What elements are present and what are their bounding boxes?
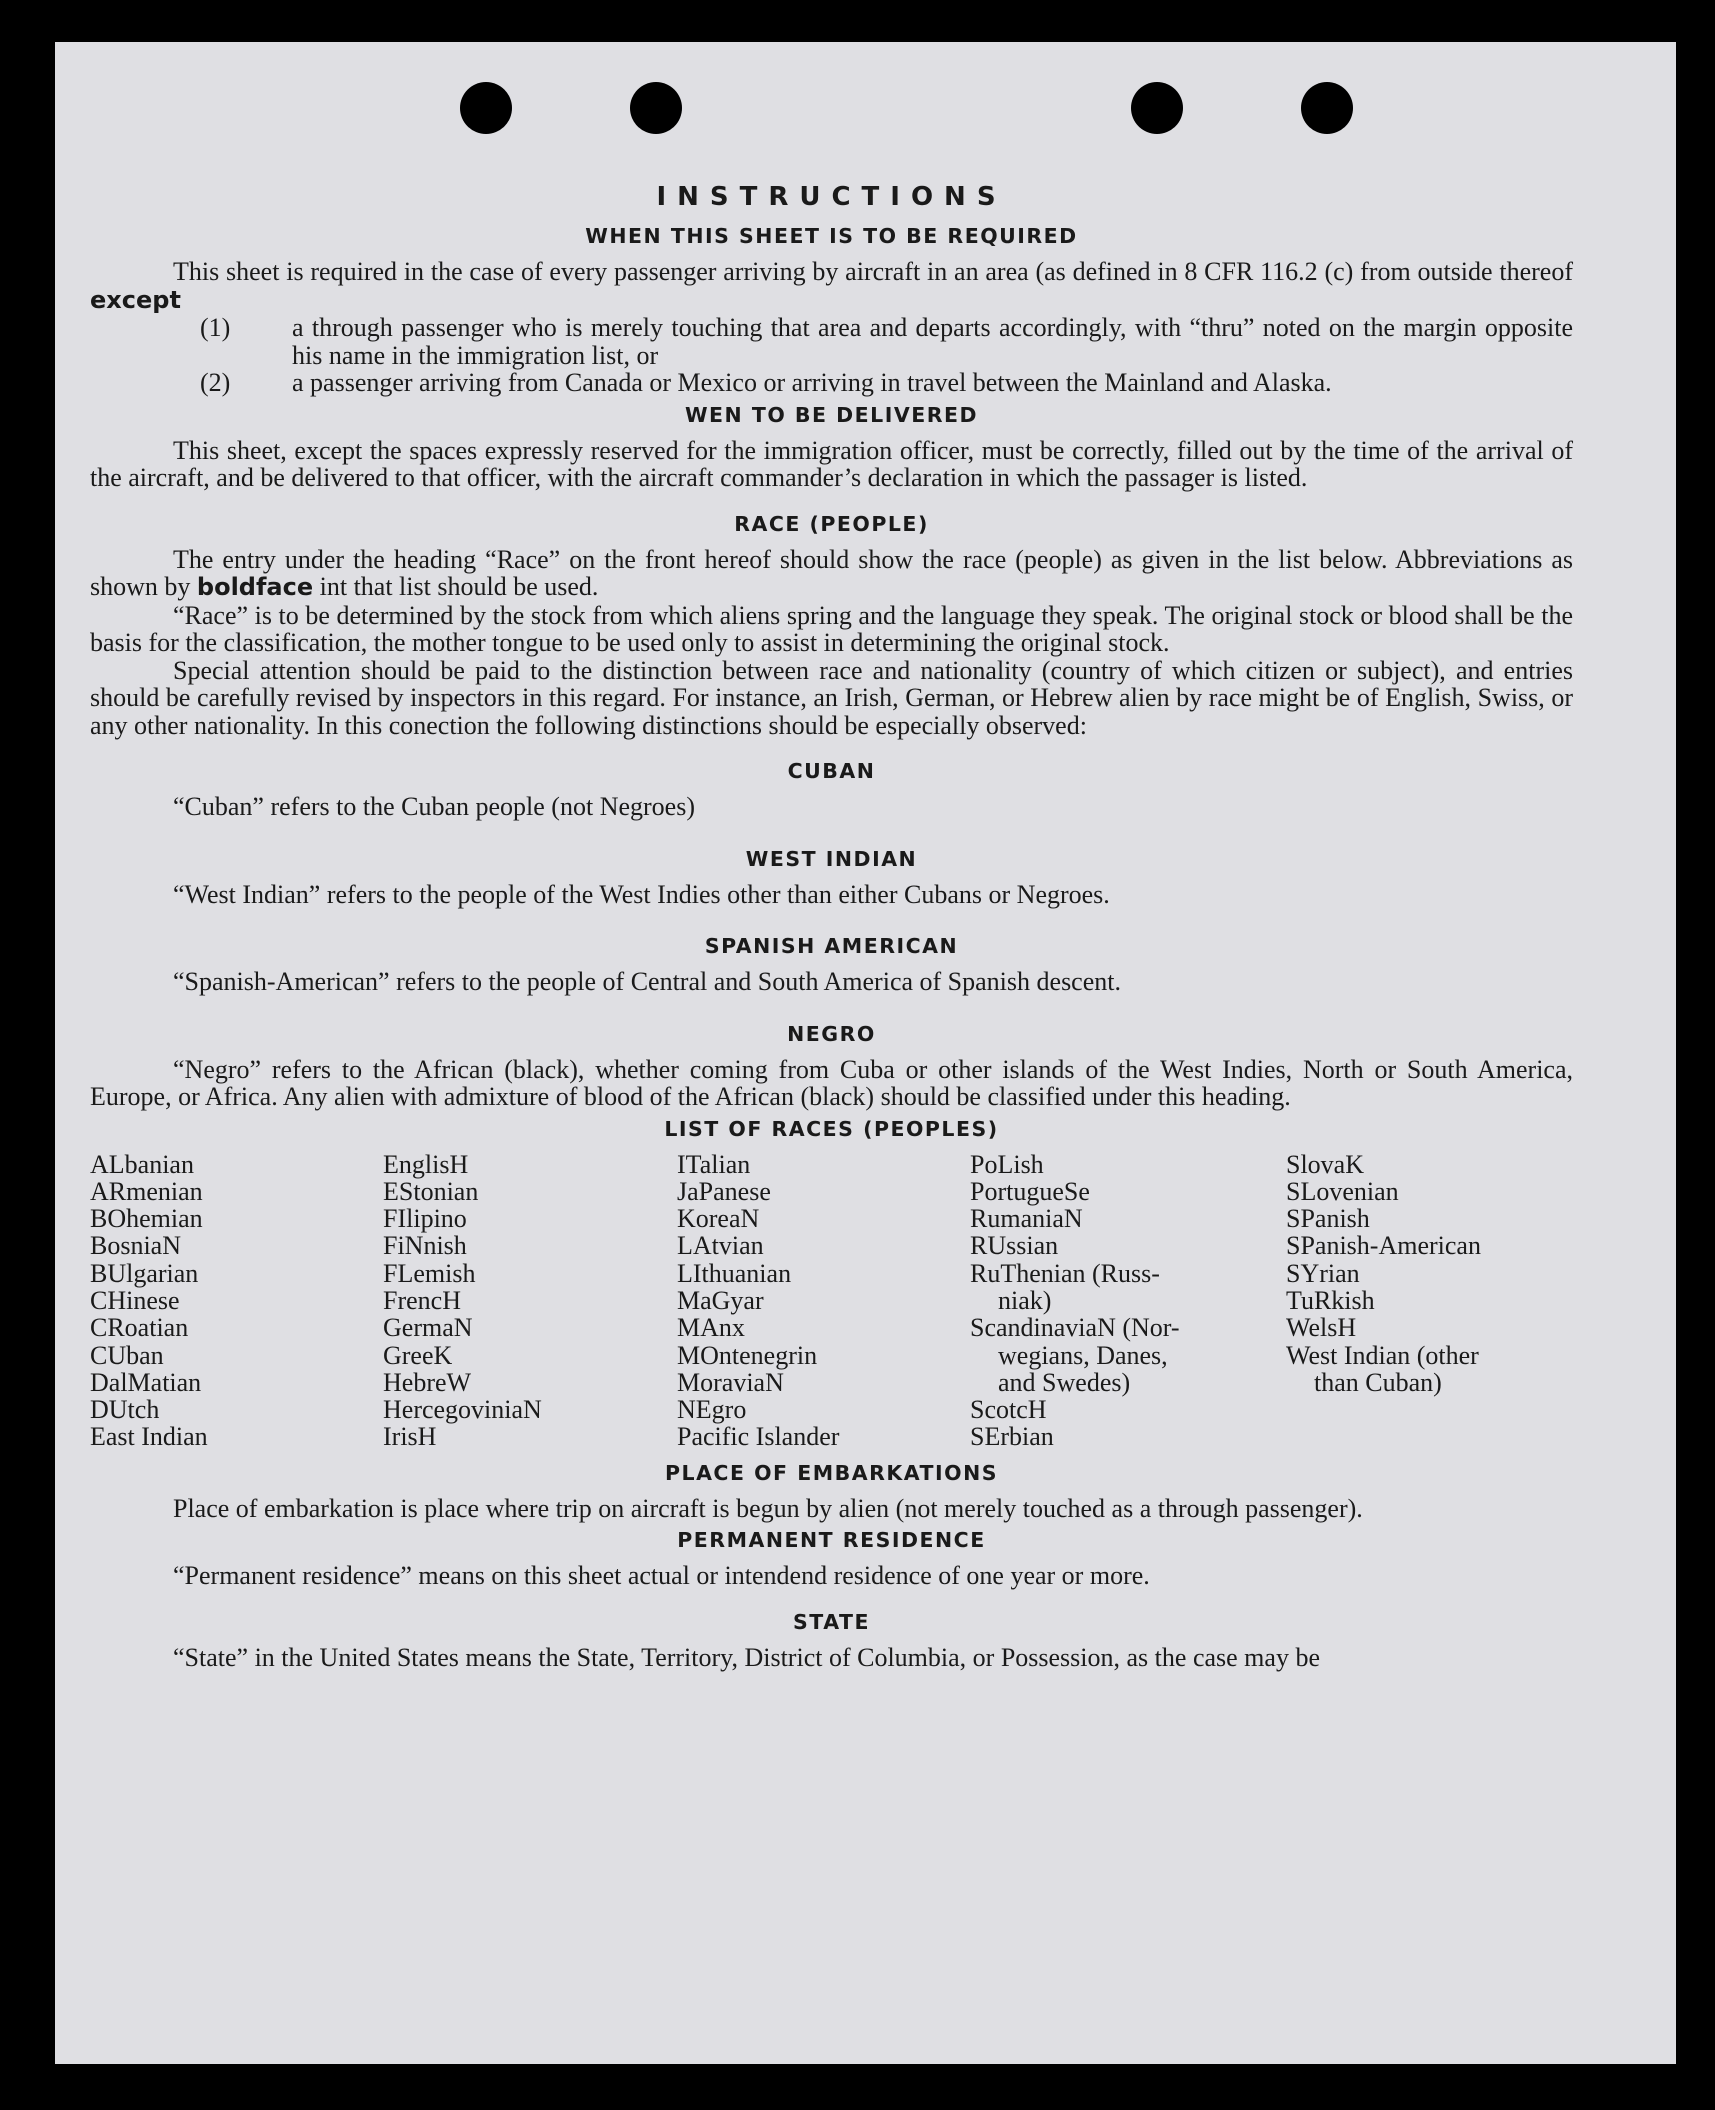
race-item: TuRkish bbox=[1286, 1285, 1375, 1315]
races-list bbox=[90, 1151, 1573, 1451]
race-item: PoLish bbox=[970, 1149, 1044, 1179]
race-item: wegians, Danes, bbox=[998, 1340, 1168, 1370]
section-heading-state: STATE bbox=[793, 1609, 870, 1634]
list-item: (1) a through passenger who is merely touching that area and departs accordingly, with “thru” noted on the margin opposite his name in the immigration list, or bbox=[200, 313, 1573, 370]
races-column-4 bbox=[970, 1151, 1286, 1451]
races-column-5 bbox=[1286, 1151, 1566, 1451]
race-item: WelsH bbox=[1286, 1313, 1357, 1343]
paragraph-spanish-american: “Spanish-American” refers to the people of Central and South America of Spanish descent. bbox=[173, 967, 1121, 996]
list-item: (2) a passenger arriving from Canada or Mexico or arriving in travel between the Mainland and Alaska. bbox=[200, 368, 1332, 397]
race-item: SlovaK bbox=[1286, 1149, 1364, 1179]
section-heading-list-of-races: LIST OF RACES (PEOPLES) bbox=[664, 1116, 999, 1141]
race-item: FIlipino bbox=[383, 1204, 467, 1234]
race-item: NEgro bbox=[677, 1395, 747, 1425]
section-heading-cuban: CUBAN bbox=[787, 759, 876, 783]
race-item: DalMatian bbox=[90, 1367, 202, 1397]
paragraph-cuban: “Cuban” refers to the Cuban people (not Negroes) bbox=[173, 792, 695, 821]
section-heading-spanish-american: SPANISH AMERICAN bbox=[704, 934, 959, 958]
paragraph-when-delivered: This sheet, except the spaces expressly reserved for the immigration officer, must be correctly, filled out by the time of the arrival of the aircraft, and be delivered to that officer, with the aircraft commander’s declaration in which the passager is listed. bbox=[90, 435, 1573, 492]
race-item: IrisH bbox=[383, 1422, 437, 1452]
punch-hole bbox=[630, 82, 682, 134]
race-item: CUban bbox=[90, 1340, 164, 1370]
paragraph-state: “State” in the United States means the State, Territory, District of Columbia, or Possession, as the case may be bbox=[173, 1642, 1320, 1672]
race-item: MAnx bbox=[677, 1313, 745, 1343]
race-item: KoreaN bbox=[677, 1204, 760, 1234]
race-item: SErbian bbox=[970, 1422, 1054, 1452]
race-item: GreeK bbox=[383, 1340, 453, 1370]
race-item: HebreW bbox=[383, 1367, 472, 1397]
punch-hole bbox=[460, 82, 512, 134]
paragraph-race-nationality: Special attention should be paid to the distinction between race and nationality (country of which citizen or subject), and entries should be carefully revised by inspectors in this regard. For instance, an Irish, German, or Hebrew alien by race might be of English, Swiss, or any other nationality. In this conection the following distinctions should be especially observed: bbox=[90, 655, 1573, 740]
race-item: CRoatian bbox=[90, 1313, 189, 1343]
section-heading-when-required: WHEN THIS SHEET IS TO BE REQUIRED bbox=[585, 224, 1078, 248]
race-item: RumaniaN bbox=[970, 1204, 1083, 1234]
race-item: SLovenian bbox=[1286, 1176, 1399, 1206]
race-item: SPanish-American bbox=[1286, 1231, 1481, 1261]
race-item: PortugueSe bbox=[970, 1176, 1090, 1206]
race-item: ALbanian bbox=[90, 1149, 194, 1179]
race-item: EnglisH bbox=[383, 1149, 469, 1179]
punch-hole bbox=[1131, 82, 1183, 134]
paragraph-when-required: This sheet is required in the case of every passenger arriving by aircraft in an area (as defined in 8 CFR 116.2 (c) from outside thereof except bbox=[90, 257, 1573, 314]
race-item: BOhemian bbox=[90, 1204, 203, 1234]
race-item: SPanish bbox=[1286, 1204, 1370, 1234]
section-heading-negro: NEGRO bbox=[787, 1021, 876, 1046]
race-item: JaPanese bbox=[677, 1176, 771, 1206]
race-item: ARmenian bbox=[90, 1176, 203, 1206]
race-item: LIthuanian bbox=[677, 1258, 792, 1288]
race-item: ITalian bbox=[677, 1149, 751, 1179]
punch-hole bbox=[1301, 82, 1353, 134]
paragraph-permanent-residence: “Permanent residence” means on this sheet actual or intendend residence of one year or more. bbox=[173, 1561, 1150, 1591]
race-item: MOntenegrin bbox=[677, 1340, 818, 1370]
race-item: DUtch bbox=[90, 1395, 160, 1425]
race-item: West Indian (other bbox=[1286, 1340, 1479, 1370]
section-heading-embarkation: PLACE OF EMBARKATIONS bbox=[664, 1460, 998, 1485]
race-item: East Indian bbox=[90, 1422, 208, 1452]
races-column-3 bbox=[677, 1151, 970, 1451]
section-heading-when-delivered: WEN TO BE DELIVERED bbox=[684, 402, 979, 427]
race-item: RuThenian (Russ- bbox=[970, 1258, 1160, 1288]
race-item: BosniaN bbox=[90, 1231, 181, 1261]
race-item: FiNnish bbox=[383, 1231, 467, 1261]
section-heading-permanent-residence: PERMANENT RESIDENCE bbox=[677, 1528, 986, 1553]
section-heading-west-indian: WEST INDIAN bbox=[745, 846, 918, 871]
page-title: INSTRUCTIONS bbox=[656, 182, 1007, 212]
race-item: HercegoviniaN bbox=[383, 1395, 542, 1425]
race-item: niak) bbox=[998, 1285, 1052, 1315]
paragraph-race-definition: “Race” is to be determined by the stock from which aliens spring and the language they speak. The original stock or blood shall be the basis for the classification, the mother tongue to be used only to assist in determining the original stock. bbox=[90, 600, 1573, 657]
race-item: MaGyar bbox=[677, 1285, 764, 1315]
race-item: FLemish bbox=[383, 1258, 476, 1288]
section-heading-race: RACE (PEOPLE) bbox=[734, 511, 929, 536]
paragraph-negro: “Negro” refers to the African (black), whether coming from Cuba or other islands of the West Indies, North or South America, Europe, or Africa. Any alien with admixture of blood of the African (black) should be classified under this heading. bbox=[90, 1054, 1573, 1111]
race-item: Pacific Islander bbox=[677, 1422, 840, 1452]
race-item: SYrian bbox=[1286, 1258, 1360, 1288]
race-item: ScotcH bbox=[970, 1395, 1047, 1425]
race-item: CHinese bbox=[90, 1285, 180, 1315]
race-item: RUssian bbox=[970, 1231, 1059, 1261]
race-item: FrencH bbox=[383, 1285, 461, 1315]
race-item: and Swedes) bbox=[998, 1367, 1131, 1397]
races-column-2 bbox=[383, 1151, 677, 1451]
paragraph-race-entry: The entry under the heading “Race” on the front hereof should show the race (people) as given in the list below. Abbreviations as shown by boldface int that list should be used. bbox=[90, 544, 1573, 601]
race-item: BUlgarian bbox=[90, 1258, 199, 1288]
race-item: GermaN bbox=[383, 1313, 473, 1343]
instructions-content bbox=[90, 182, 1573, 1671]
paragraph-west-indian: “West Indian” refers to the people of the West Indies other than either Cubans or Negroes. bbox=[173, 879, 1110, 909]
race-item: EStonian bbox=[383, 1176, 479, 1206]
race-item: than Cuban) bbox=[1314, 1367, 1442, 1397]
races-column-1 bbox=[90, 1151, 383, 1451]
paragraph-embarkation: Place of embarkation is place where trip on aircraft is begun by alien (not merely touched as a through passenger). bbox=[173, 1493, 1363, 1523]
race-item: MoraviaN bbox=[677, 1367, 784, 1397]
race-item: ScandinaviaN (Nor- bbox=[970, 1313, 1180, 1343]
race-item: LAtvian bbox=[677, 1231, 764, 1261]
document-page bbox=[55, 42, 1676, 2064]
